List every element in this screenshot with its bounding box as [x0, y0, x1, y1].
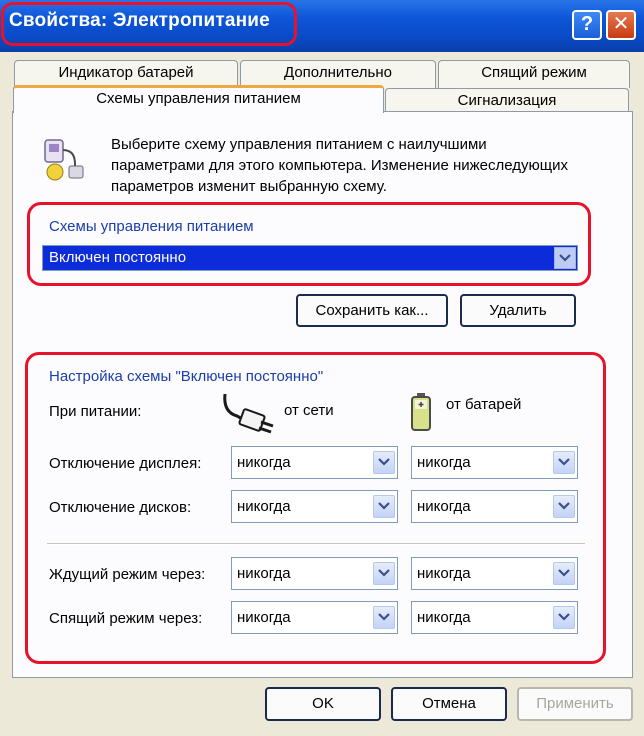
chevron-down-icon[interactable] [553, 495, 575, 518]
display-off-label: Отключение дисплея: [49, 455, 202, 472]
close-button[interactable]: ✕ [606, 10, 636, 40]
cancel-button[interactable]: Отмена [391, 687, 507, 721]
tab-advanced[interactable]: Дополнительно [240, 60, 436, 88]
battery-icon [409, 392, 433, 432]
disks-off-dc-select[interactable] [411, 490, 578, 523]
hibernate-dc-value: никогда [417, 609, 471, 626]
standby-ac-select[interactable] [231, 557, 398, 590]
schemes-group-label: Схемы управления питанием [49, 218, 254, 235]
chevron-down-icon[interactable] [373, 606, 395, 629]
power-source-label: При питании: [49, 403, 142, 420]
hibernate-label: Спящий режим через: [49, 610, 203, 627]
disks-off-dc-value: никогда [417, 498, 471, 515]
chevron-down-icon[interactable] [553, 451, 575, 474]
window-title: Свойства: Электропитание [9, 10, 270, 31]
chevron-down-icon[interactable] [553, 562, 575, 585]
standby-label: Ждущий режим через: [49, 566, 206, 583]
standby-dc-value: никогда [417, 565, 471, 582]
chevron-down-icon[interactable] [554, 247, 576, 269]
disks-off-ac-value: никогда [237, 498, 291, 515]
disks-off-ac-select[interactable] [231, 490, 398, 523]
display-off-ac-value: никогда [237, 454, 291, 471]
power-scheme-select[interactable] [42, 245, 578, 271]
chevron-down-icon[interactable] [373, 451, 395, 474]
ac-plug-icon [219, 390, 277, 436]
chevron-down-icon[interactable] [373, 495, 395, 518]
title-highlight-box [1, 2, 297, 46]
settings-divider [47, 543, 585, 545]
schemes-highlight-box [27, 202, 591, 286]
standby-ac-value: никогда [237, 565, 291, 582]
display-off-dc-value: никогда [417, 454, 471, 471]
chevron-down-icon[interactable] [373, 562, 395, 585]
ok-button[interactable]: OK [265, 687, 381, 721]
delete-button[interactable]: Удалить [460, 294, 576, 327]
disks-off-label: Отключение дисков: [49, 499, 192, 516]
battery-label: от батарей [446, 396, 522, 413]
power-scheme-icon [35, 128, 95, 188]
ac-label: от сети [284, 402, 334, 419]
title-bar[interactable] [0, 0, 644, 52]
settings-group-label: Настройка схемы "Включен постоянно" [49, 368, 324, 385]
description-text: Выберите схему управления питанием с наилучшими параметрами для этого компьютера. Изменение нижеследующих параметров изменит выбранную схему. [111, 136, 568, 195]
hibernate-ac-value: никогда [237, 609, 291, 626]
tab-power-schemes[interactable]: Схемы управления питанием [13, 85, 384, 113]
power-scheme-value: Включен постоянно [49, 249, 187, 266]
hibernate-ac-select[interactable] [231, 601, 398, 634]
power-schemes-panel [12, 111, 633, 678]
tab-battery-indicator[interactable]: Индикатор батарей [14, 60, 238, 88]
display-off-ac-select[interactable] [231, 446, 398, 479]
standby-dc-select[interactable] [411, 557, 578, 590]
tab-hibernate[interactable]: Спящий режим [438, 60, 630, 88]
help-button[interactable]: ? [572, 10, 602, 40]
display-off-dc-select[interactable] [411, 446, 578, 479]
hibernate-dc-select[interactable] [411, 601, 578, 634]
apply-button[interactable]: Применить [517, 687, 633, 721]
chevron-down-icon[interactable] [553, 606, 575, 629]
tab-alarms[interactable]: Сигнализация [385, 88, 629, 112]
save-as-button[interactable]: Сохранить как... [296, 294, 448, 327]
